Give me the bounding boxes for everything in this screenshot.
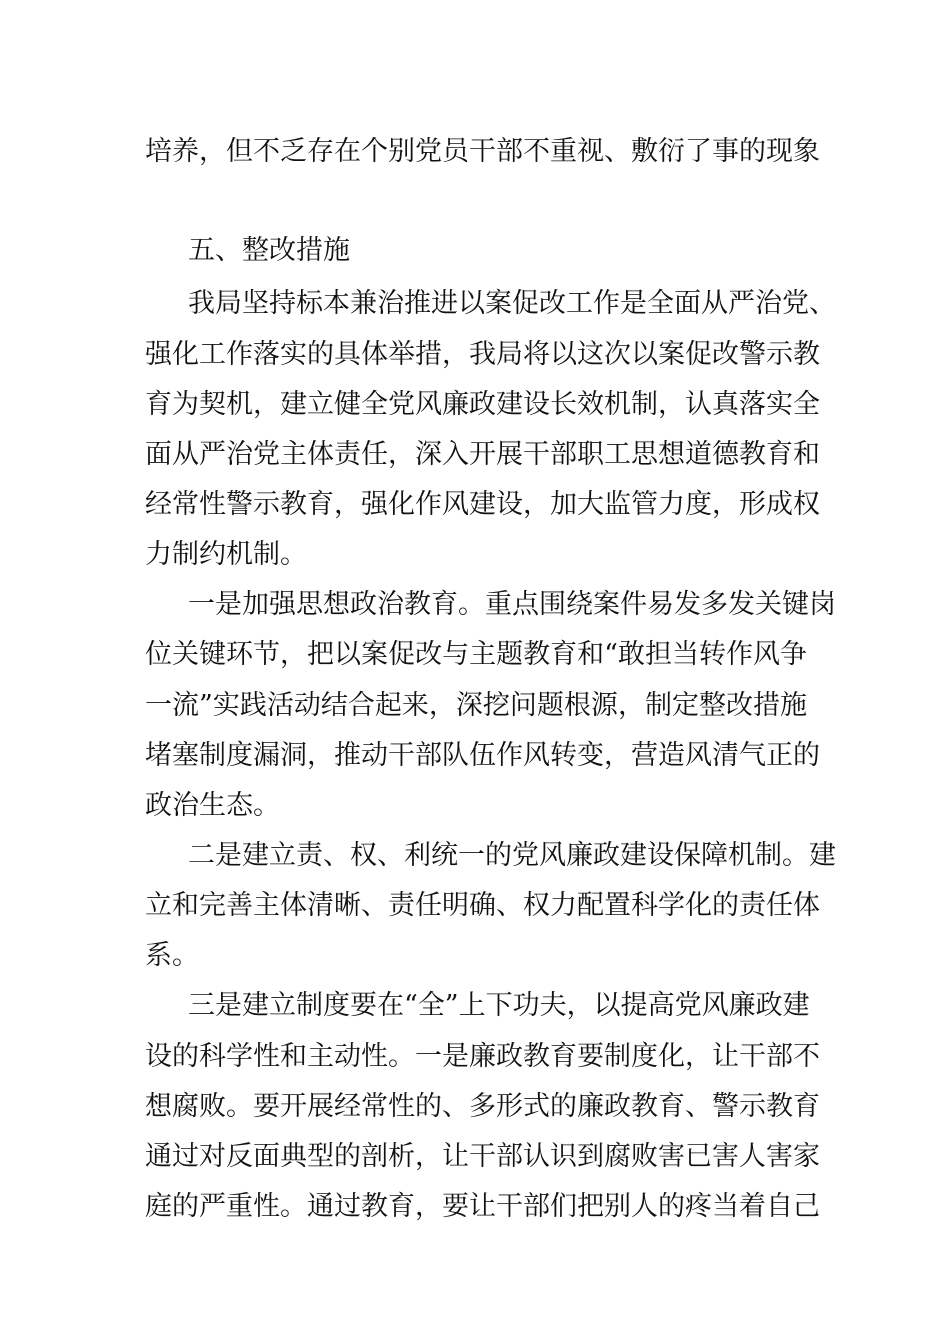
text-line: 通过对反面典型的剖析，让干部认识到腐败害已害人害家	[145, 1141, 820, 1172]
text-line: 设的科学性和主动性。一是廉政教育要制度化，让干部不	[145, 1041, 820, 1072]
text-line: 育为契机，建立健全党风廉政建设长效机制，认真落实全	[145, 389, 820, 420]
text-line: 政治生态。	[145, 790, 280, 821]
text-line: 三是建立制度要在“全”上下功夫，以提高党风廉政建	[188, 990, 810, 1021]
text-line: 面从严治党主体责任，深入开展干部职工思想道德教育和	[145, 439, 820, 470]
text-line: 力制约机制。	[145, 539, 307, 570]
text-line: 一是加强思想政治教育。重点围绕案件易发多发关键岗	[188, 589, 836, 620]
text-line: 培养，但不乏存在个别党员干部不重视、敷衍了事的现象	[145, 136, 820, 167]
text-line: 一流”实践活动结合起来，深挖问题根源，制定整改措施	[145, 690, 807, 721]
section-heading: 五、整改措施	[188, 235, 350, 266]
text-line: 想腐败。要开展经常性的、多形式的廉政教育、警示教育	[145, 1091, 820, 1122]
text-line: 庭的严重性。通过教育，要让干部们把别人的疼当着自己	[145, 1191, 820, 1222]
text-line: 强化工作落实的具体举措，我局将以这次以案促改警示教	[145, 339, 820, 370]
text-line: 经常性警示教育，强化作风建设，加大监管力度，形成权	[145, 489, 820, 520]
text-line: 位关键环节，把以案促改与主题教育和“敢担当转作风争	[145, 639, 807, 670]
text-line: 我局坚持标本兼治推进以案促改工作是全面从严治党、	[188, 288, 836, 319]
text-line: 堵塞制度漏洞，推动干部队伍作风转变，营造风清气正的	[145, 740, 820, 771]
text-line: 系。	[145, 940, 199, 971]
text-line: 二是建立责、权、利统一的党风廉政建设保障机制。建	[188, 840, 836, 871]
text-line: 立和完善主体清晰、责任明确、权力配置科学化的责任体	[145, 890, 820, 921]
